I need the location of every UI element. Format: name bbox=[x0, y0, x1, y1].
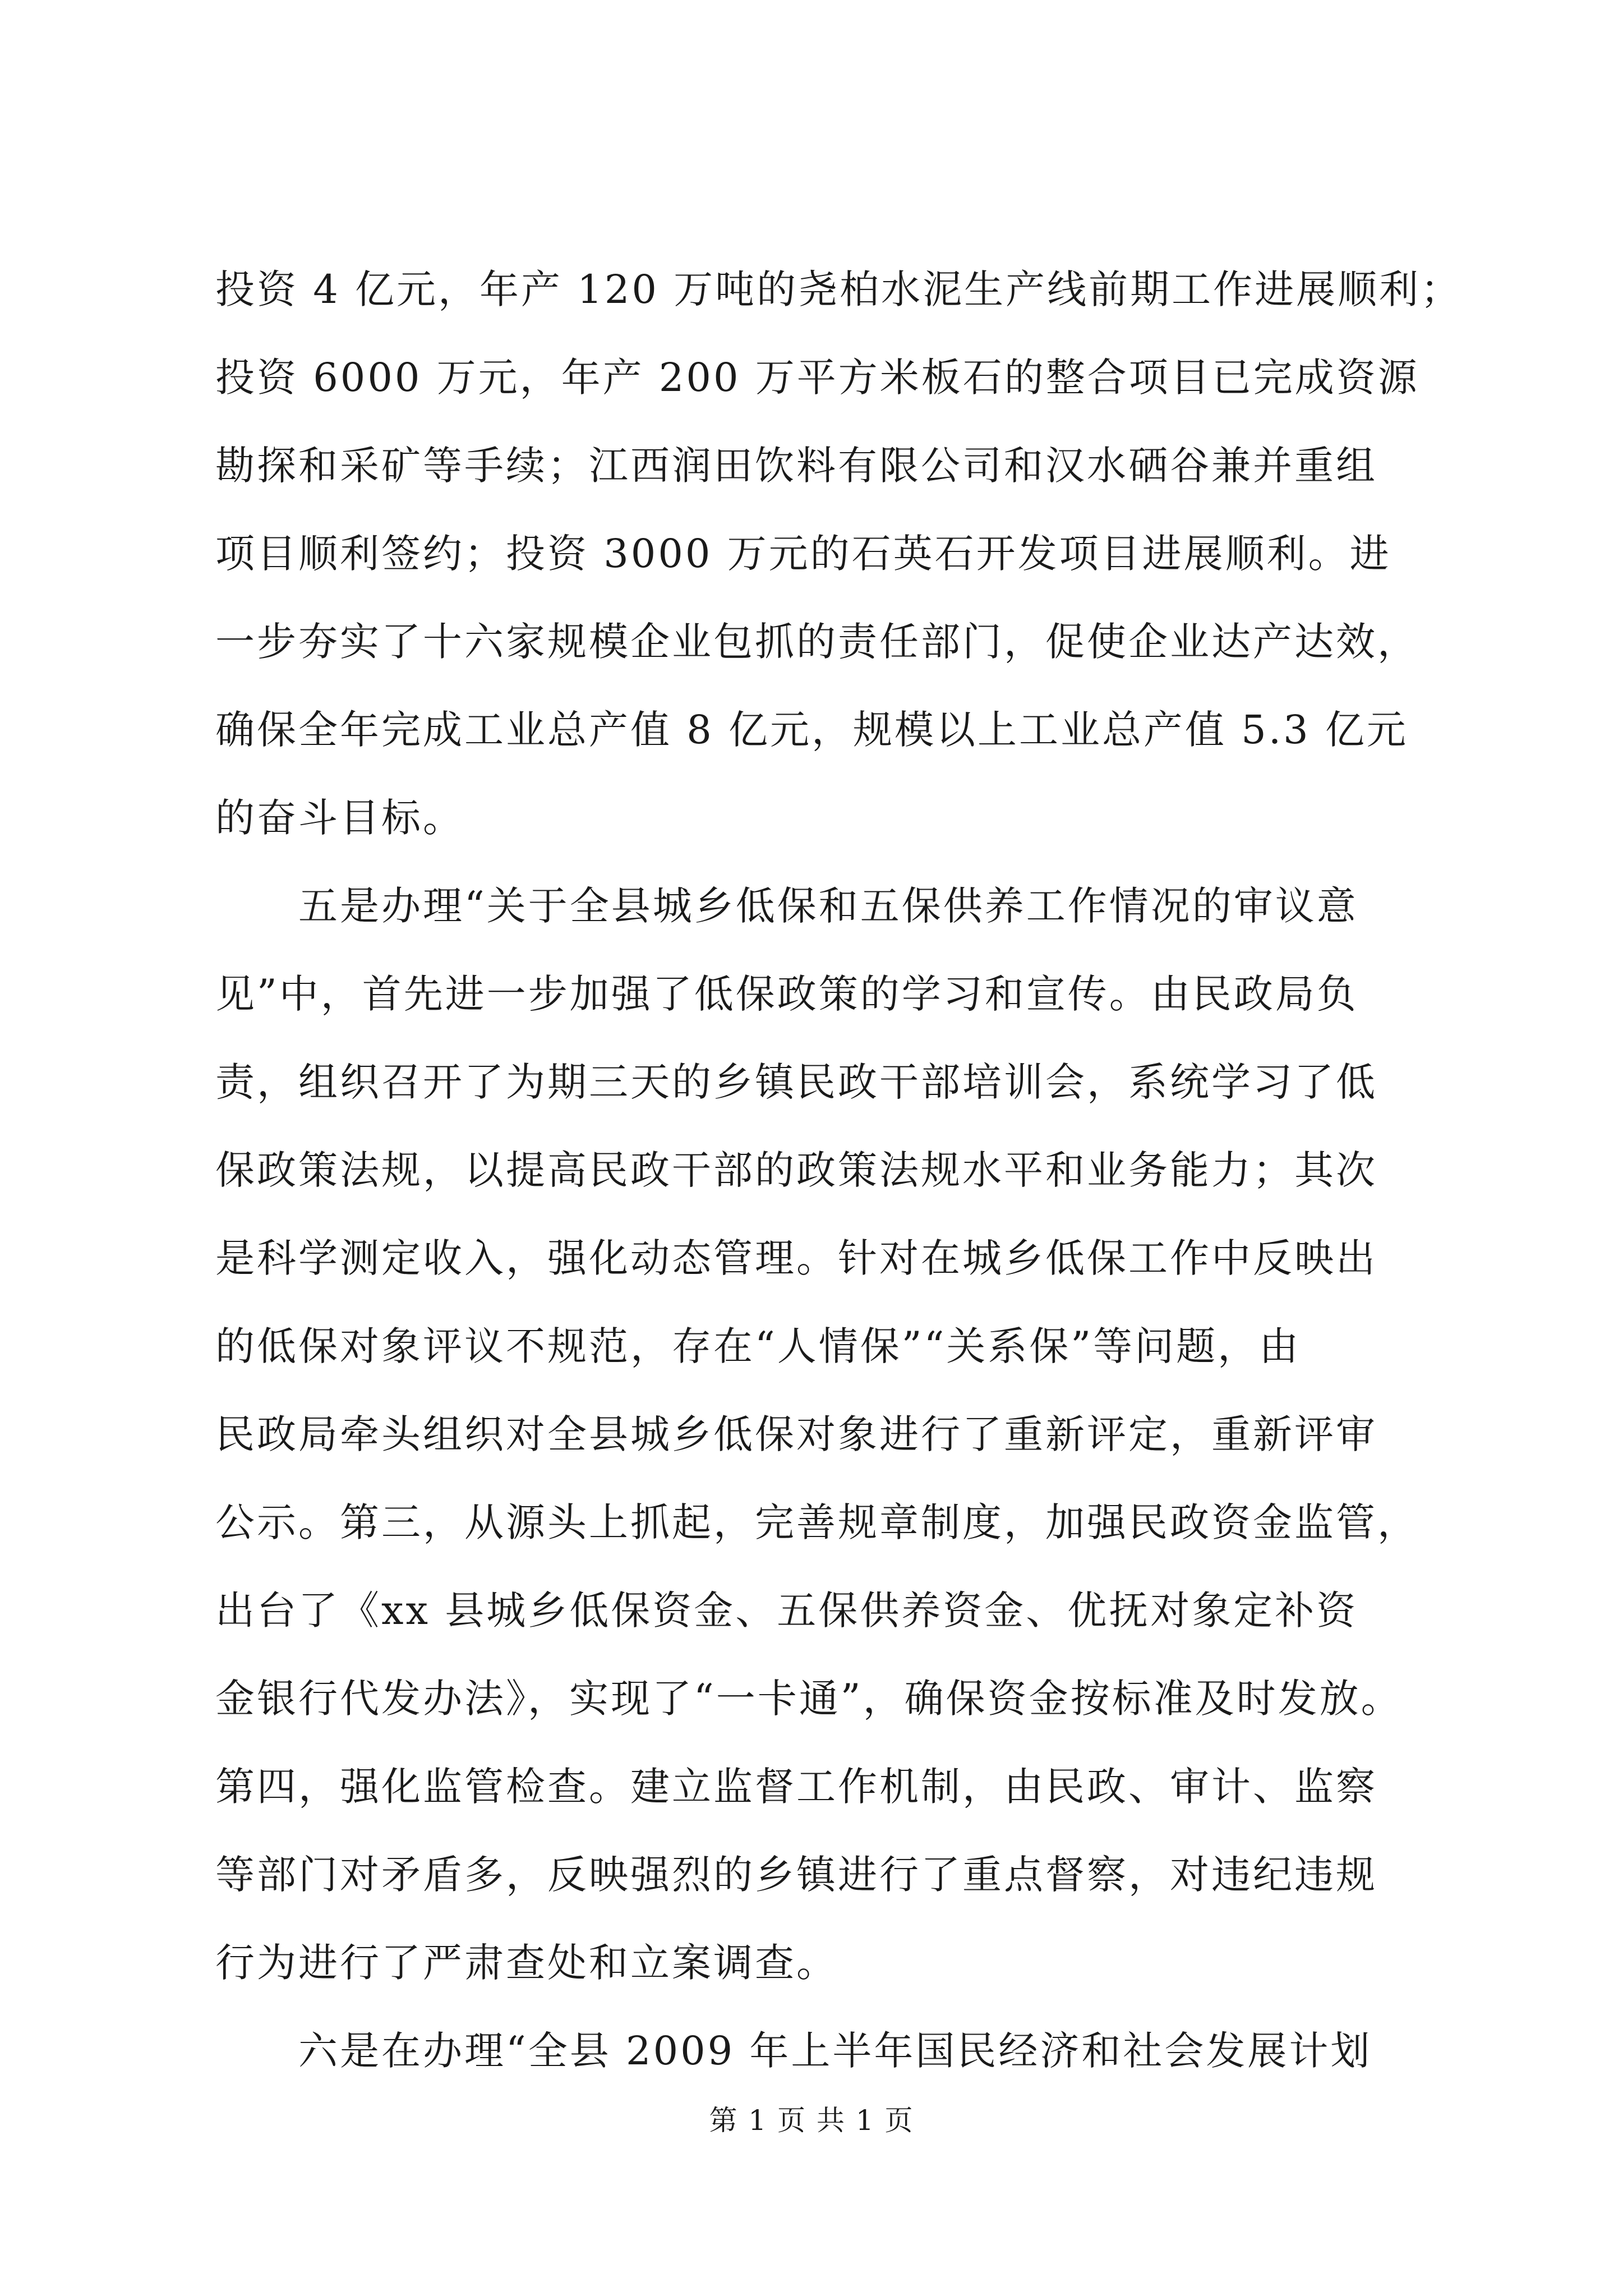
text-line: 公示。第三，从源头上抓起，完善规章制度，加强民政资金监管， bbox=[215, 1499, 1419, 1545]
text-line: 责，组织召开了为期三天的乡镇民政干部培训会，系统学习了低 bbox=[215, 1059, 1377, 1105]
text-line: 行为进行了严肃查处和立案调查。 bbox=[215, 1940, 838, 1986]
text-line: 确保全年完成工业总产值 8 亿元，规模以上工业总产值 5.3 亿元 bbox=[215, 707, 1408, 753]
paragraph-start-line: 五是办理“关于全县城乡低保和五保供养工作情况的审议意 bbox=[215, 883, 1358, 929]
text-line: 出台了《xx 县城乡低保资金、五保供养资金、优抚对象定补资 bbox=[215, 1588, 1358, 1634]
paragraph-start-line: 六是在办理“全县 2009 年上半年国民经济和社会发展计划 bbox=[215, 2028, 1372, 2074]
text-line: 等部门对矛盾多，反映强烈的乡镇进行了重点督察，对违纪违规 bbox=[215, 1852, 1377, 1898]
text-line: 一步夯实了十六家规模企业包抓的责任部门，促使企业达产达效， bbox=[215, 619, 1419, 665]
text-line: 第四，强化监管检查。建立监督工作机制，由民政、审计、监察 bbox=[215, 1764, 1377, 1810]
text-line: 投资 4 亿元，年产 120 万吨的尧柏水泥生产线前期工作进展顺利； bbox=[215, 266, 1463, 312]
body-text bbox=[215, 246, 1463, 2095]
text-line: 项目顺利签约；投资 3000 万元的石英石开发项目进展顺利。进 bbox=[215, 531, 1391, 577]
text-line: 金银行代发办法》，实现了“一卡通”，确保资金按标准及时发放。 bbox=[215, 1676, 1403, 1722]
text-line: 民政局牵头组织对全县城乡低保对象进行了重新评定，重新评审 bbox=[215, 1411, 1377, 1457]
text-line: 是科学测定收入，强化动态管理。针对在城乡低保工作中反映出 bbox=[215, 1235, 1377, 1281]
text-line: 见”中，首先进一步加强了低保政策的学习和宣传。由民政局负 bbox=[215, 971, 1358, 1017]
text-line: 勘探和采矿等手续；江西润田饮料有限公司和汉水硒谷兼并重组 bbox=[215, 443, 1377, 489]
text-line: 的奋斗目标。 bbox=[215, 795, 464, 841]
text-line: 保政策法规，以提高民政干部的政策法规水平和业务能力；其次 bbox=[215, 1147, 1377, 1193]
text-line: 投资 6000 万元，年产 200 万平方米板石的整合项目已完成资源 bbox=[215, 355, 1419, 401]
text-line: 的低保对象评议不规范，存在“人情保”“关系保”等问题，由 bbox=[215, 1323, 1301, 1369]
page-footer: 第 1 页 共 1 页 bbox=[709, 2104, 914, 2137]
